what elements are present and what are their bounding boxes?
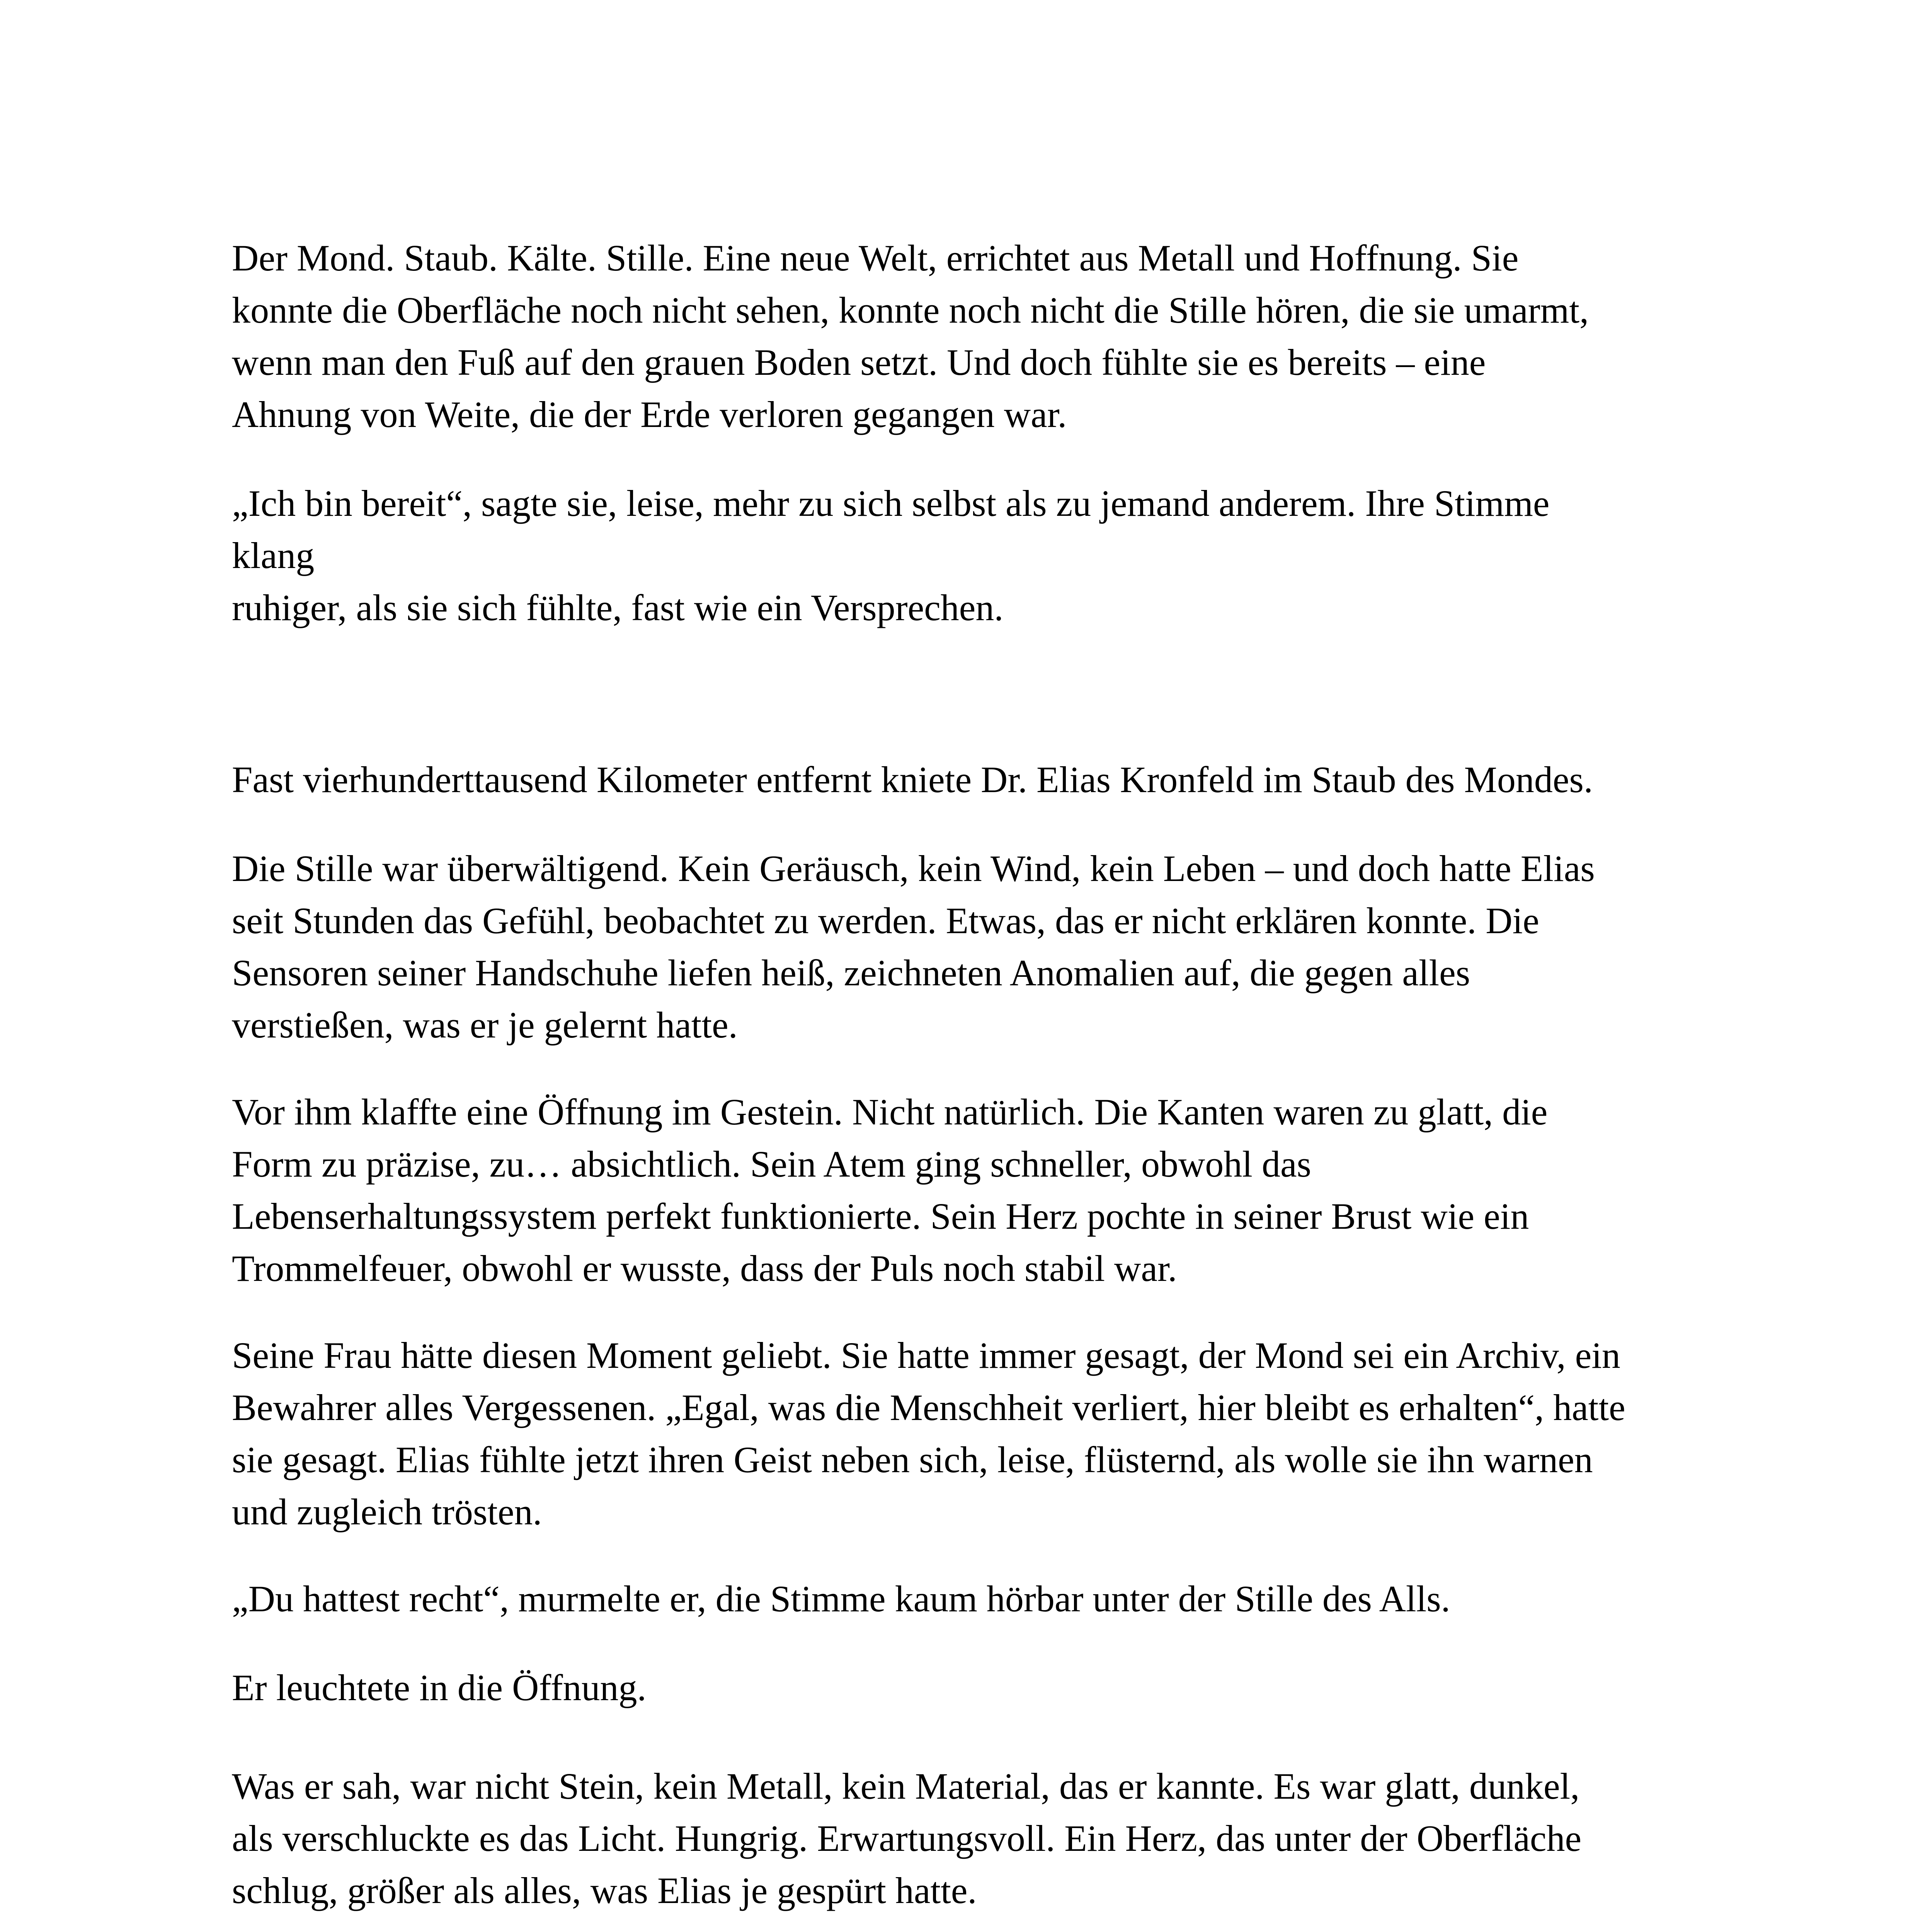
- text-line: Die Stille war überwältigend. Kein Geräusch, kein Wind, kein Leben – und doch hatte Elias: [232, 848, 1595, 889]
- text-line: Was er sah, war nicht Stein, kein Metall, kein Material, das er kannte. Es war glatt, dunkel,: [232, 1765, 1580, 1807]
- text-line: schlug, größer als alles, was Elias je gespürt hatte.: [232, 1870, 977, 1911]
- text-line: „Ich bin bereit“, sagte sie, leise, mehr zu sich selbst als zu jemand anderem. Ihre Stimme: [232, 483, 1550, 524]
- text-line: Ahnung von Weite, die der Erde verloren gegangen war.: [232, 394, 1067, 435]
- text-line: Der Mond. Staub. Kälte. Stille. Eine neue Welt, errichtet aus Metall und Hoffnung. Sie: [232, 237, 1519, 279]
- text-line: seit Stunden das Gefühl, beobachtet zu werden. Etwas, das er nicht erklären konnte. Die: [232, 900, 1539, 941]
- text-line: konnte die Oberfläche noch nicht sehen, konnte noch nicht die Stille hören, die sie umarmt,: [232, 289, 1589, 331]
- text-line: Sensoren seiner Handschuhe liefen heiß, zeichneten Anomalien auf, die gegen alles: [232, 952, 1470, 993]
- text-line: wenn man den Fuß auf den grauen Boden setzt. Und doch fühlte sie es bereits – eine: [232, 342, 1486, 383]
- text-line: Bewahrer alles Vergessenen. „Egal, was die Menschheit verliert, hier bleibt es erhalten“, hatte: [232, 1387, 1625, 1428]
- text-line: Vor ihm klaffte eine Öffnung im Gestein. Nicht natürlich. Die Kanten waren zu glatt, die: [232, 1091, 1548, 1133]
- paragraph-wife-memory: [232, 1329, 1731, 1538]
- paragraph-elias-kneeling: [232, 753, 1731, 806]
- paragraph-you-were-right: [232, 1573, 1731, 1625]
- text-line: als verschluckte es das Licht. Hungrig. Erwartungsvoll. Ein Herz, das unter der Oberfläche: [232, 1818, 1582, 1859]
- text-line: „Du hattest recht“, murmelte er, die Stimme kaum hörbar unter der Stille des Alls.: [232, 1578, 1450, 1619]
- text-line: Er leuchtete in die Öffnung.: [232, 1667, 647, 1708]
- text-line: Trommelfeuer, obwohl er wusste, dass der Puls noch stabil war.: [232, 1248, 1177, 1289]
- text-line: Fast vierhunderttausend Kilometer entfernt kniete Dr. Elias Kronfeld im Staub des Mondes.: [232, 759, 1593, 800]
- paragraph-silence: [232, 842, 1731, 1051]
- paragraph-opening: [232, 1086, 1731, 1294]
- paragraph-moon-intro: [232, 232, 1731, 440]
- text-line: klang: [232, 535, 315, 576]
- paragraph-what-he-saw: [232, 1760, 1731, 1917]
- paragraph-shine-light: [232, 1662, 1731, 1714]
- text-line: Lebenserhaltungssystem perfekt funktionierte. Sein Herz pochte in seiner Brust wie ein: [232, 1196, 1529, 1237]
- text-line: Seine Frau hätte diesen Moment geliebt. Sie hatte immer gesagt, der Mond sei ein Archiv, ein: [232, 1335, 1620, 1376]
- paragraph-ready-quote: [232, 477, 1731, 634]
- text-line: verstießen, was er je gelernt hatte.: [232, 1004, 738, 1046]
- text-line: und zugleich trösten.: [232, 1491, 542, 1532]
- text-line: ruhiger, als sie sich fühlte, fast wie ein Versprechen.: [232, 587, 1004, 628]
- text-line: sie gesagt. Elias fühlte jetzt ihren Geist neben sich, leise, flüsternd, als wolle sie ihn warnen: [232, 1439, 1593, 1480]
- text-line: Form zu präzise, zu… absichtlich. Sein Atem ging schneller, obwohl das: [232, 1143, 1311, 1185]
